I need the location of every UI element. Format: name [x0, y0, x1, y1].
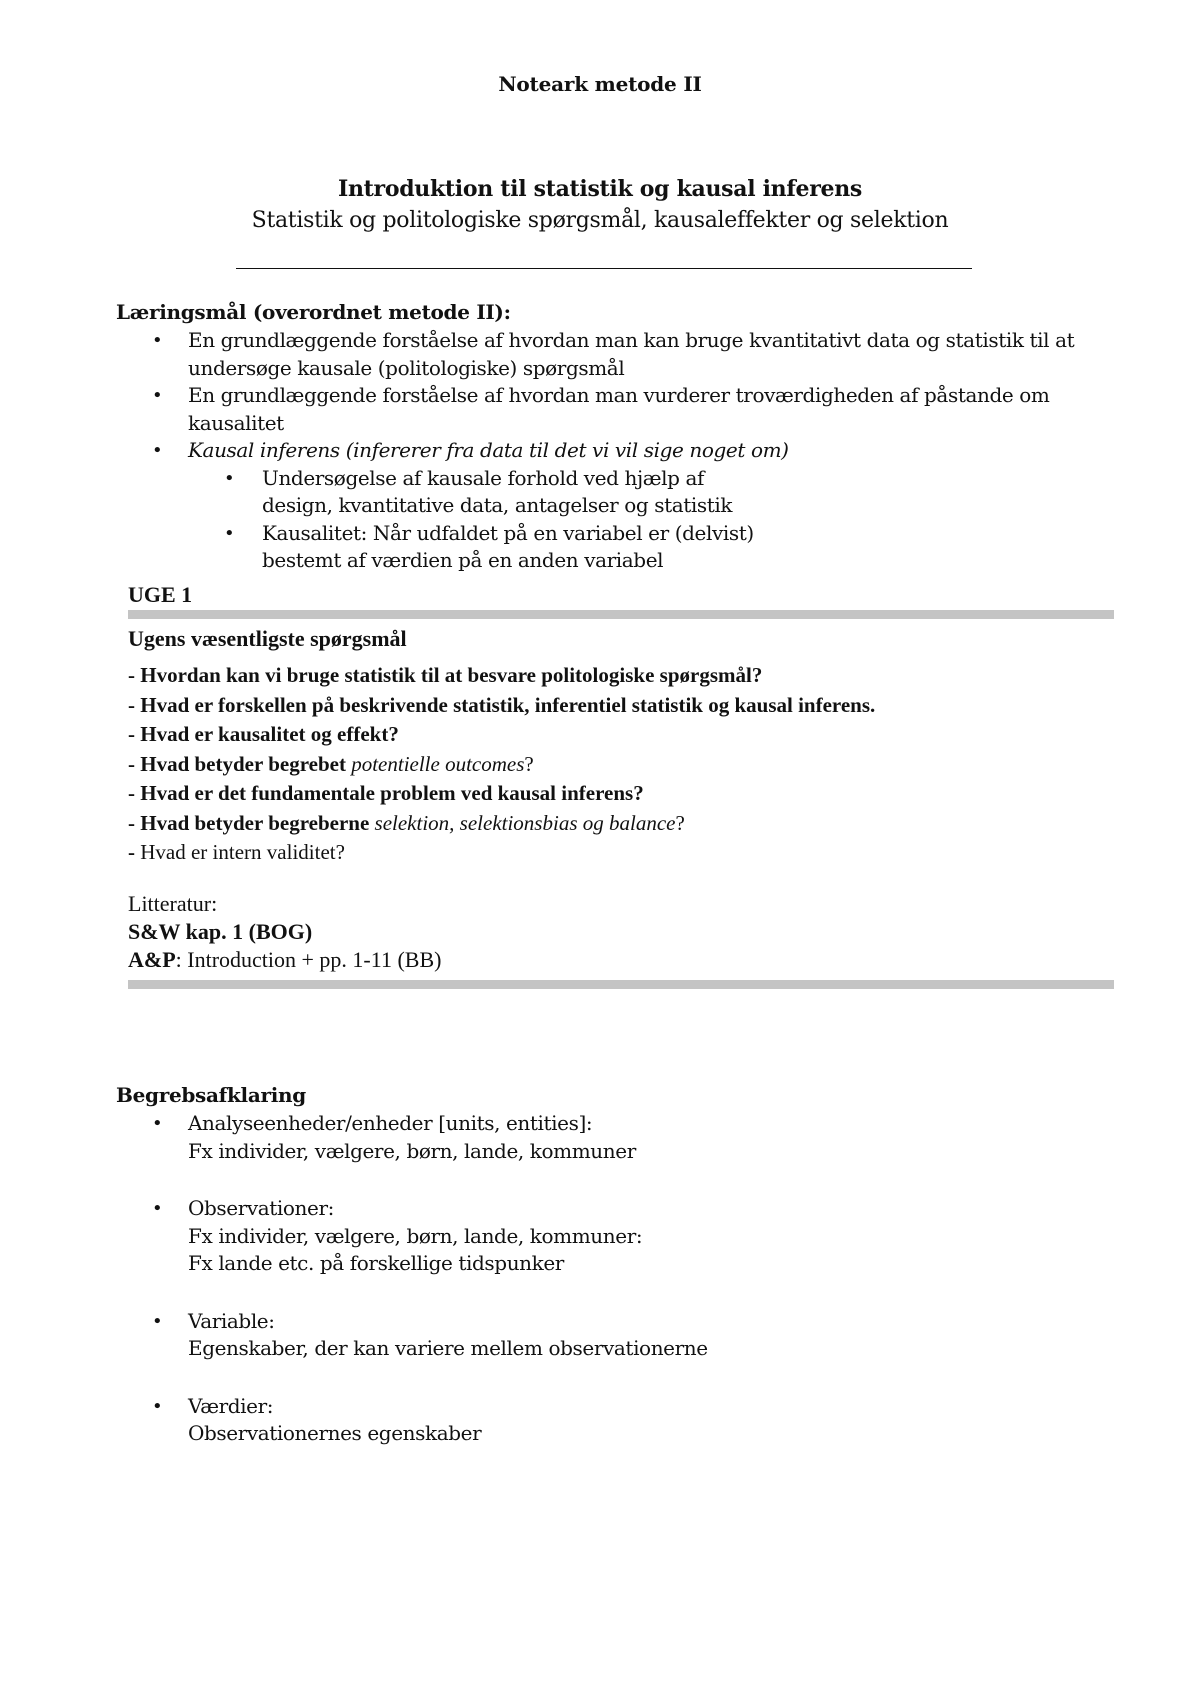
concept-text: Fx individer, vælgere, børn, lande, kommuner [188, 1138, 636, 1163]
sub-list-item [188, 520, 1076, 575]
concept-term: • Variable: [188, 1308, 275, 1333]
week-label: UGE 1 [128, 582, 193, 607]
concepts-list [116, 1110, 1076, 1448]
concept-term: • Værdier: [188, 1393, 274, 1418]
list-item-text: bestemt af værdien på en anden variabel [262, 548, 664, 572]
question-item [128, 838, 1114, 868]
learning-goals-title: Læringsmål (overordnet metode II): [116, 300, 511, 324]
question-text: Hvad er intern validitet? [140, 840, 345, 864]
literature-item [128, 946, 1114, 974]
concept-text: Fx individer, vælgere, børn, lande, kommuner: [188, 1223, 643, 1248]
document-title: Noteark metode II [498, 72, 702, 96]
sub-list [188, 465, 1076, 575]
concept-text: Fx lande etc. på forskellige tidspunker [188, 1251, 564, 1275]
concept-term: • Observationer: [188, 1196, 334, 1220]
question-italic: potentielle outcomes [351, 751, 525, 776]
list-item-text: • En grundlæggende forståelse af hvordan man vurderer troværdigheden af påstande om [188, 383, 1050, 407]
list-item-text: • Kausalitet: Når udfaldet på en variabel er (delvist) [262, 520, 754, 545]
concept-term: • Analyseenheder/enheder [units, entities]: [188, 1111, 593, 1135]
question-text: - Hvad betyder begreberne [128, 810, 375, 835]
list-item [116, 1110, 1076, 1195]
question-item [128, 750, 1114, 780]
literature-text: : Introduction + pp. 1-11 (BB) [175, 946, 442, 972]
question-item: - Hvad er det fundamentale problem ved kausal inferens? [128, 781, 644, 805]
list-item-text: kausalitet [188, 410, 284, 435]
concept-text: Egenskaber, der kan variere mellem observationerne [188, 1336, 708, 1360]
divider-bar [128, 610, 1114, 619]
concept-text: Observationernes egenskaber [188, 1421, 482, 1445]
sub-list-item [188, 465, 1076, 520]
list-item [116, 1308, 1076, 1393]
week-box [128, 580, 1114, 989]
horizontal-rule [236, 268, 972, 269]
section-subheading: Statistik og politologiske spørgsmål, kausaleffekter og selektion [251, 208, 949, 233]
question-text: - Hvad betyder begrebet [128, 751, 352, 776]
list-item-text: • En grundlæggende forståelse af hvordan man kan bruge kvantitativt data og statistik til at [188, 328, 1075, 352]
concepts-title: Begrebsafklaring [116, 1083, 306, 1107]
list-item [116, 327, 1076, 382]
questions-list [128, 661, 1114, 868]
section-heading: Introduktion til statistik og kausal inferens [338, 176, 862, 202]
list-item [116, 382, 1076, 437]
question-item [128, 809, 1114, 839]
literature-item: S&W kap. 1 (BOG) [128, 918, 313, 944]
question-text: ? [675, 810, 685, 835]
list-item-text: • Kausal inferens (infererer fra data til det vi vil sige noget om) [188, 438, 789, 462]
list-item-text: undersøge kausale (politologiske) spørgsmål [188, 355, 625, 380]
literature-text: A&P [128, 946, 176, 972]
question-item: - Hvordan kan vi bruge statistik til at besvare politologiske spørgsmål? [128, 663, 763, 687]
question-item: - Hvad er forskellen på beskrivende statistik, inferentiel statistik og kausal inferens. [128, 692, 876, 717]
literature-title: Litteratur: [128, 890, 218, 916]
list-item [116, 1393, 1076, 1448]
list-item [116, 437, 1076, 575]
list-item-text: design, kvantitative data, antagelser og statistik [262, 493, 733, 517]
learning-goals-list [116, 327, 1076, 575]
question-italic: selektion, selektionsbias og balance [374, 810, 676, 835]
list-item-text: • Undersøgelse af kausale forhold ved hjælp af [262, 465, 705, 490]
questions-title: Ugens væsentligste spørgsmål [128, 626, 407, 651]
question-text: - [128, 840, 141, 864]
divider-bar [128, 980, 1114, 989]
question-text: ? [524, 751, 534, 776]
question-item: - Hvad er kausalitet og effekt? [128, 722, 399, 746]
list-item [116, 1195, 1076, 1308]
